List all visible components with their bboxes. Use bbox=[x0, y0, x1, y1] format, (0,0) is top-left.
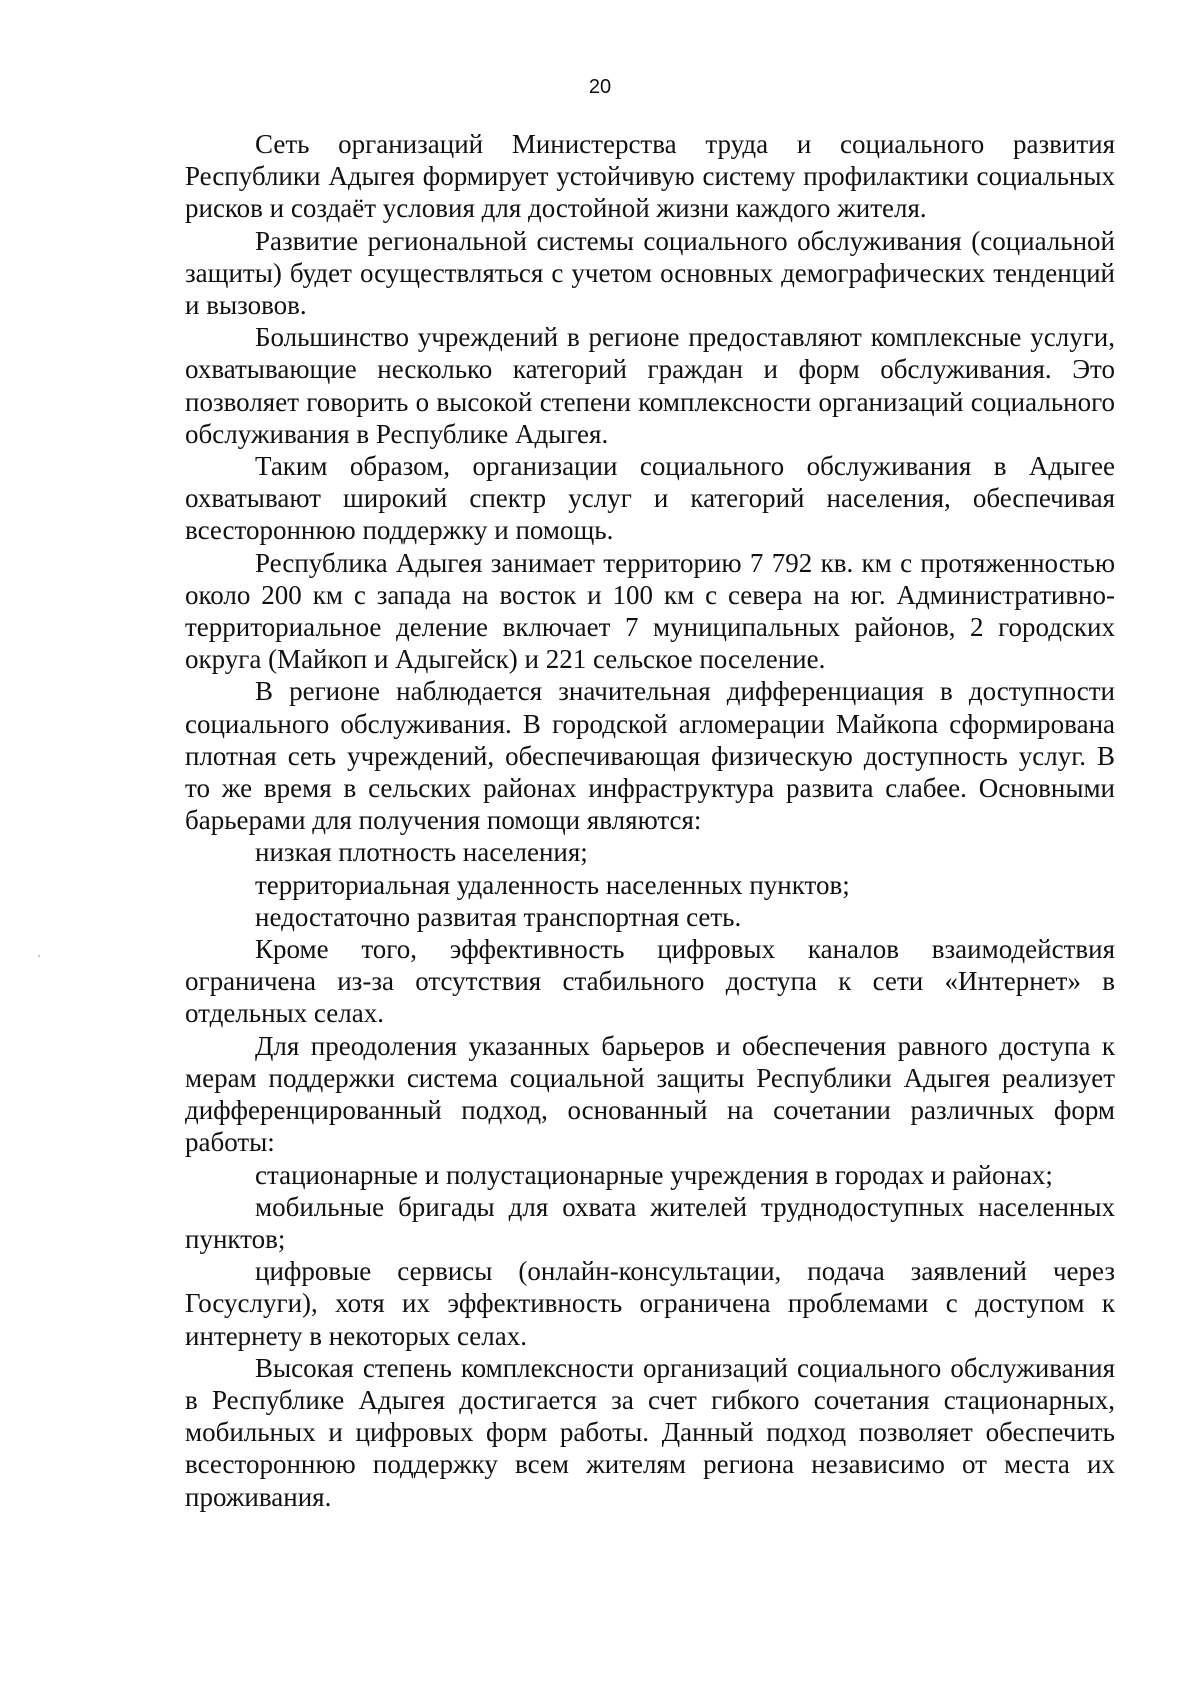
paragraph-territory: Республика Адыгея занимает территорию 7 792 кв. км с протяженностью около 200 км с запада на восток и 100 км с севера на юг. Административно-территориальное деление включает 7 муниципальных районов, 2 городских округа (Майкоп и Адыгейск) и 221 сельское поселение. bbox=[185, 547, 1115, 675]
work-form-item-stationary: стационарные и полустационарные учреждения в городах и районах; bbox=[255, 1159, 1053, 1190]
paragraph-digital-channels: Кроме того, эффективность цифровых каналов взаимодействия ограничена из-за отсутствия стабильного доступа к сети «Интернет» в отдельных селах. bbox=[185, 934, 1115, 1029]
paragraph-coverage: Таким образом, организации социального обслуживания в Адыгее охватывают широкий спектр услуг и категорий населения, обеспечивая всестороннюю поддержку и помощь. bbox=[185, 451, 1115, 546]
paragraph-complex-services: Большинство учреждений в регионе предоставляют комплексные услуги, охватывающие несколько категорий граждан и форм обслуживания. Это позволяет говорить о высокой степени комплексности организаций социального обслуживания в Республике Адыгея. bbox=[185, 322, 1115, 449]
scan-artifact bbox=[38, 955, 40, 957]
work-form-item-mobile: мобильные бригады для охвата жителей труднодоступных населенных пунктов; bbox=[185, 1191, 1115, 1254]
paragraph-conclusion: Высокая степень комплексности организаций социального обслуживания в Республике Адыгея достигается за счет гибкого сочетания стационарных, мобильных и цифровых форм работы. Данный подход позволяет обеспечить всестороннюю поддержку всем жителям региона независимо от места их проживания. bbox=[185, 1352, 1115, 1512]
paragraph-system-development: Развитие региональной системы социального обслуживания (социальной защиты) будет осуществляться с учетом основных демографических тенденций и вызовов. bbox=[185, 225, 1115, 321]
work-form-item-digital: цифровые сервисы (онлайн-консультации, подача заявлений через Госуслуги), хотя их эффективность ограничена проблемами с доступом к интернету в некоторых селах. bbox=[185, 1256, 1115, 1351]
page-number: 20 bbox=[588, 76, 612, 98]
paragraph-differentiated-approach: Для преодоления указанных барьеров и обеспечения равного доступа к мерам поддержки система социальной защиты Республики Адыгея реализует дифференцированный подход, основанный на сочетании различных форм работы: bbox=[185, 1030, 1115, 1158]
paragraph-ministry-network: Сеть организаций Министерства труда и социального развития Республики Адыгея формирует устойчивую систему профилактики социальных рисков и создаёт условия для достойной жизни каждого жителя. bbox=[185, 129, 1115, 224]
barrier-item-remoteness: территориальная удаленность населенных пунктов; bbox=[255, 869, 850, 900]
barrier-item-density: низкая плотность населения; bbox=[255, 837, 588, 868]
document-body bbox=[185, 128, 1115, 1513]
paragraph-differentiation: В регионе наблюдается значительная дифференциация в доступности социального обслуживания. В городской агломерации Майкопа сформирована плотная сеть учреждений, обеспечивающая физическую доступность услуг. В то же время в сельских районах инфраструктура развита слабее. Основными барьерами для получения помощи являются: bbox=[185, 676, 1115, 836]
barrier-item-transport: недостаточно развитая транспортная сеть. bbox=[255, 901, 742, 932]
